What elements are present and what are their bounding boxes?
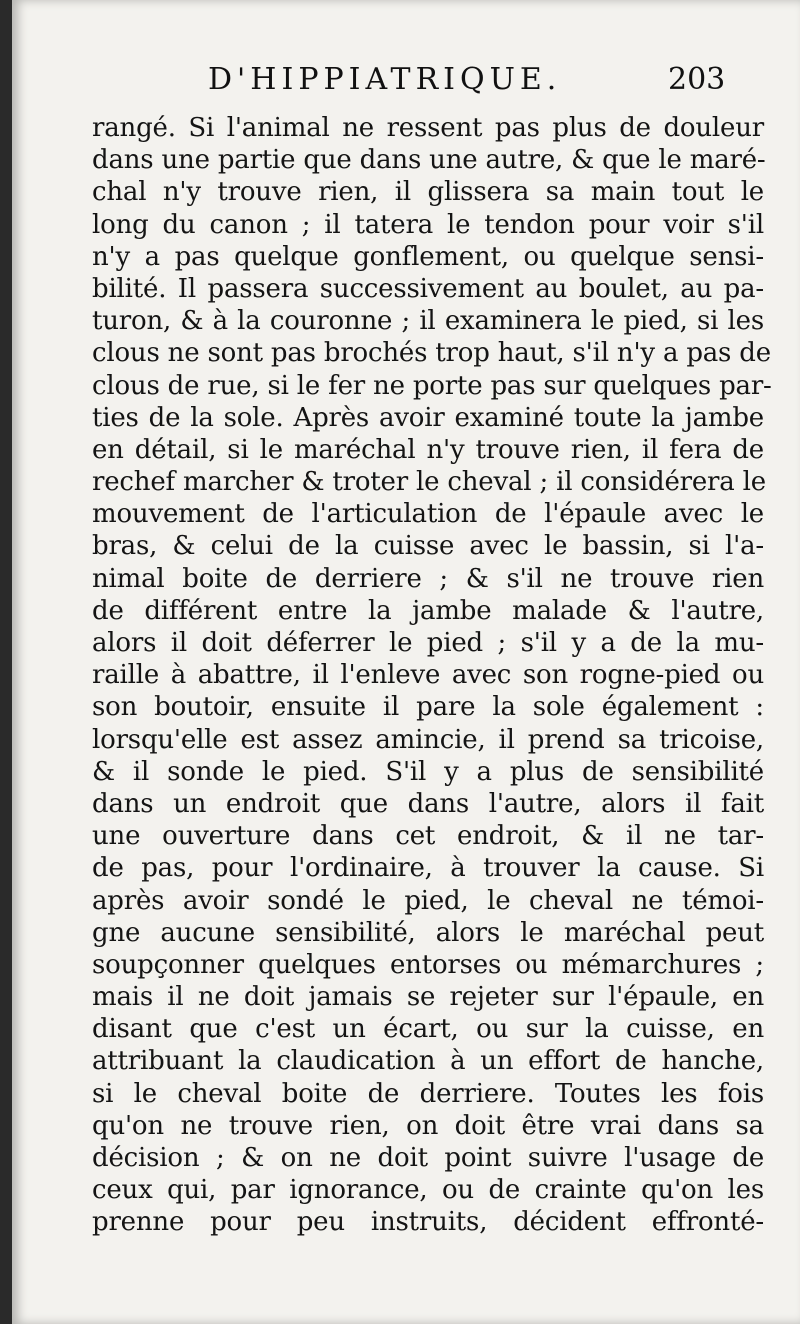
text-line: clous de rue, si le fer ne porte pas sur quelques par- — [92, 370, 772, 401]
running-head — [0, 62, 800, 106]
text-line: raille à abattre, il l'enleve avec son rogne-pied ou — [92, 660, 764, 691]
page-number: 203 — [668, 62, 726, 97]
text-line: de pas, pour l'ordinaire, à trouver la cause. Si — [92, 853, 764, 884]
text-line: dans une partie que dans une autre, & que le maré- — [92, 145, 766, 176]
text-line: qu'on ne trouve rien, on doit être vrai dans sa — [92, 1110, 764, 1141]
body-text — [92, 112, 772, 1239]
text-line: ties de la sole. Après avoir examiné toute la jambe — [92, 402, 764, 433]
text-line: décision ; & on ne doit point suivre l'usage de — [92, 1143, 764, 1173]
text-line: prenne pour peu instruits, décident effronté- — [92, 1207, 764, 1238]
scan-edge — [0, 0, 12, 1324]
text-line: dans un endroit que dans l'autre, alors il fait — [92, 788, 764, 819]
text-line: son boutoir, ensuite il pare la sole également : — [92, 692, 764, 723]
text-line: mais il ne doit jamais se rejeter sur l'épaule, en — [92, 982, 764, 1013]
text-line: attribuant la claudication à un effort de hanche, — [92, 1046, 764, 1077]
text-line: gne aucune sensibilité, alors le maréchal peut — [92, 917, 764, 948]
text-line: en détail, si le maréchal n'y trouve rien, il fera de — [92, 434, 764, 465]
text-line: bilité. Il passera successivement au boulet, au pa- — [92, 273, 764, 304]
text-line: mouvement de l'articulation de l'épaule avec le — [92, 499, 764, 530]
text-line: n'y a pas quelque gonflement, ou quelque sensi- — [92, 241, 764, 272]
text-line: de différent entre la jambe malade & l'autre, — [92, 595, 764, 626]
text-line: rangé. Si l'animal ne ressent pas plus de douleur — [92, 113, 764, 143]
text-line: chal n'y trouve rien, il glissera sa main tout le — [92, 177, 764, 208]
text-line: lorsqu'elle est assez amincie, il prend sa tricoise, — [92, 724, 764, 755]
text-line: bras, & celui de la cuisse avec le bassin, si l'a- — [92, 531, 764, 562]
text-line: turon, & à la couronne ; il examinera le pied, si les — [92, 306, 764, 337]
text-line: & il sonde le pied. S'il y a plus de sensibilité — [92, 756, 764, 787]
text-line: rechef marcher & troter le cheval ; il considérera le — [92, 467, 766, 498]
text-line: alors il doit déferrer le pied ; s'il y a de la mu- — [92, 628, 764, 658]
text-line: si le cheval boite de derriere. Toutes les fois — [92, 1078, 764, 1109]
text-line: ceux qui, par ignorance, ou de crainte qu'on les — [92, 1175, 764, 1206]
text-line: long du canon ; il tatera le tendon pour voir s'il — [92, 209, 764, 240]
text-line: une ouverture dans cet endroit, & il ne tar- — [92, 821, 764, 852]
text-line: après avoir sondé le pied, le cheval ne témoi- — [92, 885, 764, 916]
text-line: clous ne sont pas brochés trop haut, s'il n'y a pas de — [92, 338, 771, 369]
text-line: soupçonner quelques entorses ou mémarchures ; — [92, 949, 764, 980]
text-line: disant que c'est un écart, ou sur la cuisse, en — [92, 1014, 764, 1045]
running-head-title: D'HIPPIATRIQUE. — [208, 62, 562, 97]
text-line: nimal boite de derriere ; & s'il ne trouve rien — [92, 563, 764, 594]
